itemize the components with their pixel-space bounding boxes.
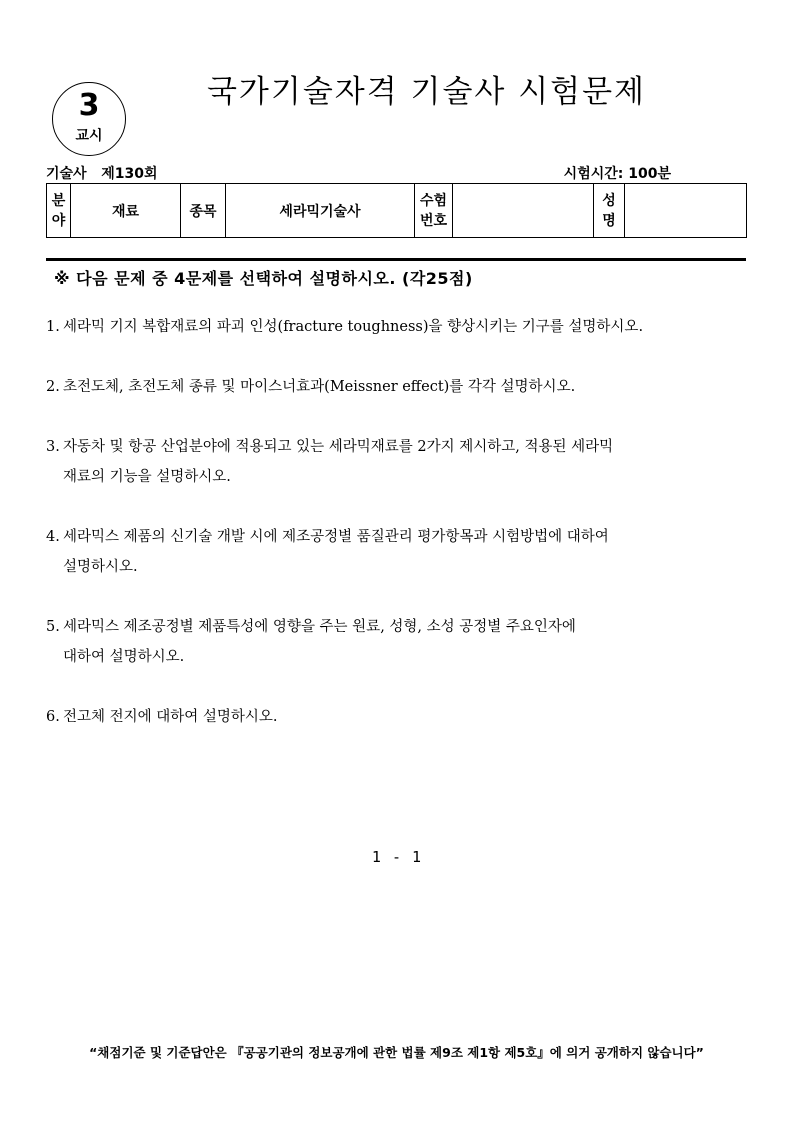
question-number: 2. <box>46 379 60 395</box>
page-number: 1 - 1 <box>371 848 422 866</box>
page-title: 국가기술자격 기술사 시험문제 <box>206 74 646 110</box>
field-label-top: 분 <box>51 192 66 209</box>
question-text: 초전도체, 초전도체 종류 및 마이스너효과(Meissner effect)를 각각 설명하시오. <box>63 379 576 395</box>
question-text: 세라믹 기지 복합재료의 파괴 인성(fracture toughness)을 향상시키는 기구를 설명하시오. <box>63 319 644 335</box>
name-field[interactable] <box>625 184 747 238</box>
question-number: 3. <box>46 439 60 455</box>
instruction-text: ※ 다음 문제 중 4문제를 선택하여 설명하시오. (각25점) <box>54 269 473 288</box>
question-item <box>46 702 751 732</box>
name-label-bottom: 명 <box>602 212 616 229</box>
question-text-continued: 대하여 설명하시오. <box>63 649 185 665</box>
field-label-cell <box>47 184 71 238</box>
disclosure-notice: “채점기준 및 기준답안은 『공공기관의 정보공개에 관한 법률 제9조 제1항 제5호』에 의거 공개하지 않습니다” <box>89 1045 704 1060</box>
exam-time: 시험시간: 100분 <box>563 166 671 182</box>
exam-info-table <box>46 183 747 238</box>
question-number: 6. <box>46 709 60 725</box>
question-number: 1. <box>46 319 60 335</box>
section-divider <box>46 258 746 261</box>
question-text-continued: 설명하시오. <box>63 559 138 575</box>
question-number: 4. <box>46 529 60 545</box>
exam-number-label-top: 수험 <box>419 192 448 209</box>
question-text-continued: 재료의 기능을 설명하시오. <box>63 469 231 485</box>
exam-number-field[interactable] <box>453 184 594 238</box>
exam-number-label-bottom: 번호 <box>419 212 448 229</box>
question-item <box>46 432 751 492</box>
question-item <box>46 612 751 672</box>
question-list <box>46 312 751 732</box>
session-badge <box>52 82 126 156</box>
question-text: 자동차 및 항공 산업분야에 적용되고 있는 세라믹재료를 2가지 제시하고, 적용된 세라믹 <box>63 439 614 455</box>
question-item <box>46 312 751 342</box>
exam-round: 기술사 제130회 <box>46 166 158 182</box>
question-text: 전고체 전지에 대하여 설명하시오. <box>63 709 278 725</box>
session-label: 교시 <box>75 128 103 144</box>
field-value: 재료 <box>71 184 181 238</box>
exam-number-label-cell <box>415 184 453 238</box>
question-text: 세라믹스 제품의 신기술 개발 시에 제조공정별 품질관리 평가항목과 시험방법에 대하여 <box>63 529 609 545</box>
name-label-top: 성 <box>602 192 616 209</box>
name-label-cell <box>594 184 625 238</box>
category-value: 세라믹기술사 <box>226 184 415 238</box>
field-label-bottom: 야 <box>51 212 66 229</box>
question-number: 5. <box>46 619 60 635</box>
category-label: 종목 <box>181 184 226 238</box>
question-text: 세라믹스 제조공정별 제품특성에 영향을 주는 원료, 성형, 소성 공정별 주요인자에 <box>63 619 576 635</box>
question-item <box>46 522 751 582</box>
session-number: 3 <box>78 88 100 123</box>
question-item <box>46 372 751 402</box>
